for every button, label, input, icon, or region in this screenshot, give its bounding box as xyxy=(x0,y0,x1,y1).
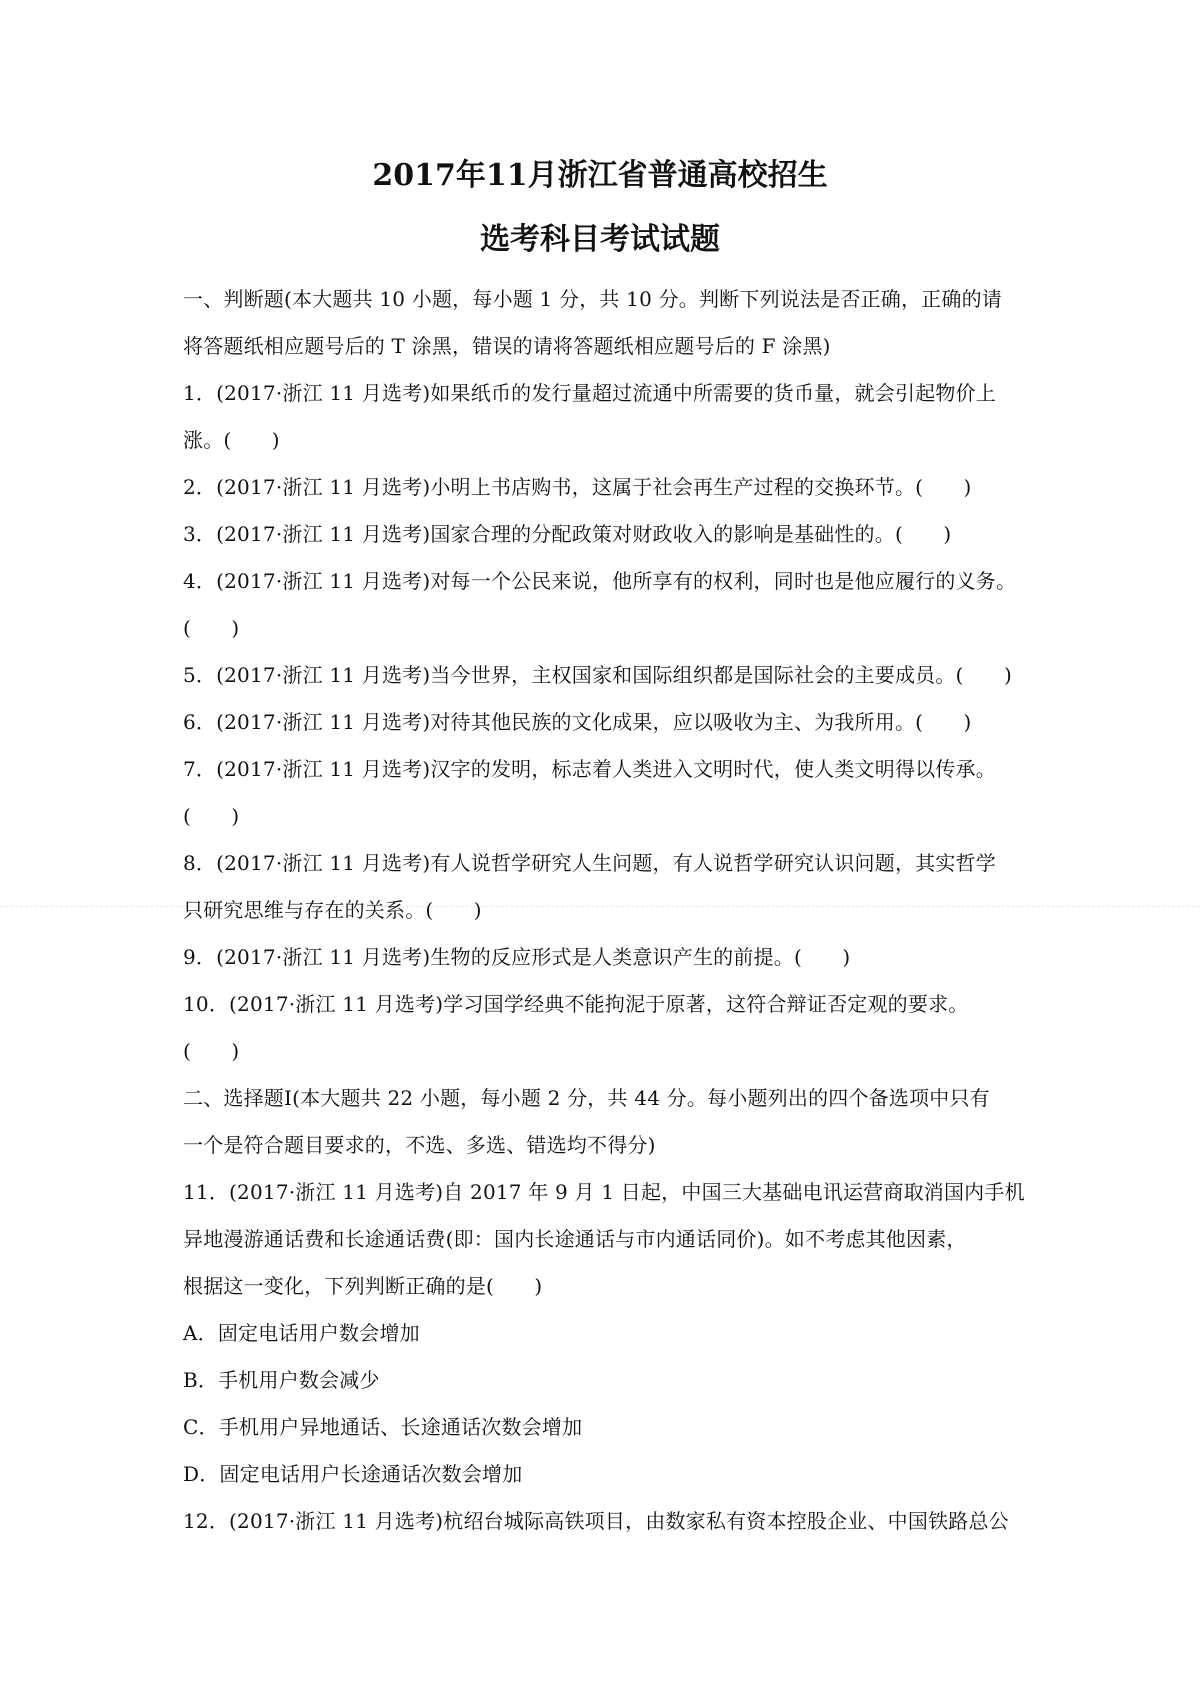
question-4: 4．(2017·浙江 11 月选考)对每一个公民来说，他所享有的权利，同时也是他应履行的义务。 xyxy=(183,569,1017,593)
section-2-heading: 二、选择题Ⅰ(本大题共 22 小题，每小题 2 分，共 44 分。每小题列出的四个备选项中只有 xyxy=(183,1086,990,1110)
question-10: 10．(2017·浙江 11 月选考)学习国学经典不能拘泥于原著，这符合辩证否定观的要求。 xyxy=(183,992,969,1016)
document-subtitle: 选考科目考试试题 xyxy=(480,222,720,257)
question-12: 12．(2017·浙江 11 月选考)杭绍台城际高铁项目，由数家私有资本控股企业、中国铁路总公 xyxy=(183,1509,1009,1533)
question-7-cont: ( ) xyxy=(183,804,240,828)
question-1-cont: 涨。( ) xyxy=(183,428,280,452)
question-3: 3．(2017·浙江 11 月选考)国家合理的分配政策对财政收入的影响是基础性的。( ) xyxy=(183,522,952,546)
section-2-heading-cont: 一个是符合题目要求的，不选、多选、错选均不得分) xyxy=(183,1133,656,1157)
question-11-cont-2: 根据这一变化，下列判断正确的是( ) xyxy=(183,1274,543,1298)
question-1: 1．(2017·浙江 11 月选考)如果纸币的发行量超过流通中所需要的货币量，就会引起物价上 xyxy=(183,381,996,405)
document-title: 2017年11月浙江省普通高校招生 xyxy=(372,158,828,193)
option-d: D．固定电话用户长途通话次数会增加 xyxy=(183,1462,523,1486)
option-b: B．手机用户数会减少 xyxy=(183,1368,380,1392)
document-body xyxy=(183,276,1043,1545)
question-7: 7．(2017·浙江 11 月选考)汉字的发明，标志着人类进入文明时代，使人类文明得以传承。 xyxy=(183,757,996,781)
section-1-heading: 一、判断题(本大题共 10 小题，每小题 1 分，共 10 分。判断下列说法是否正确，正确的请 xyxy=(183,287,1002,311)
question-2: 2．(2017·浙江 11 月选考)小明上书店购书，这属于社会再生产过程的交换环节。( ) xyxy=(183,475,972,499)
option-c: C．手机用户异地通话、长途通话次数会增加 xyxy=(183,1415,583,1439)
option-a: A．固定电话用户数会增加 xyxy=(183,1321,420,1345)
question-11: 11．(2017·浙江 11 月选考)自 2017 年 9 月 1 日起，中国三大基础电讯运营商取消国内手机 xyxy=(183,1180,1025,1204)
question-11-cont-1: 异地漫游通话费和长途通话费(即：国内长途通话与市内通话同价)。如不考虑其他因素， xyxy=(183,1227,967,1251)
question-8: 8．(2017·浙江 11 月选考)有人说哲学研究人生问题，有人说哲学研究认识问题，其实哲学 xyxy=(183,851,996,875)
section-1-heading-cont: 将答题纸相应题号后的 T 涂黑，错误的请将答题纸相应题号后的 F 涂黑) xyxy=(183,334,831,358)
question-8-cont: 只研究思维与存在的关系。( ) xyxy=(183,898,482,922)
question-10-cont: ( ) xyxy=(183,1039,240,1063)
question-9: 9．(2017·浙江 11 月选考)生物的反应形式是人类意识产生的前提。( ) xyxy=(183,945,851,969)
question-6: 6．(2017·浙江 11 月选考)对待其他民族的文化成果，应以吸收为主、为我所用。( ) xyxy=(183,710,972,734)
question-4-cont: ( ) xyxy=(183,616,240,640)
question-5: 5．(2017·浙江 11 月选考)当今世界，主权国家和国际组织都是国际社会的主要成员。( ) xyxy=(183,663,1012,687)
